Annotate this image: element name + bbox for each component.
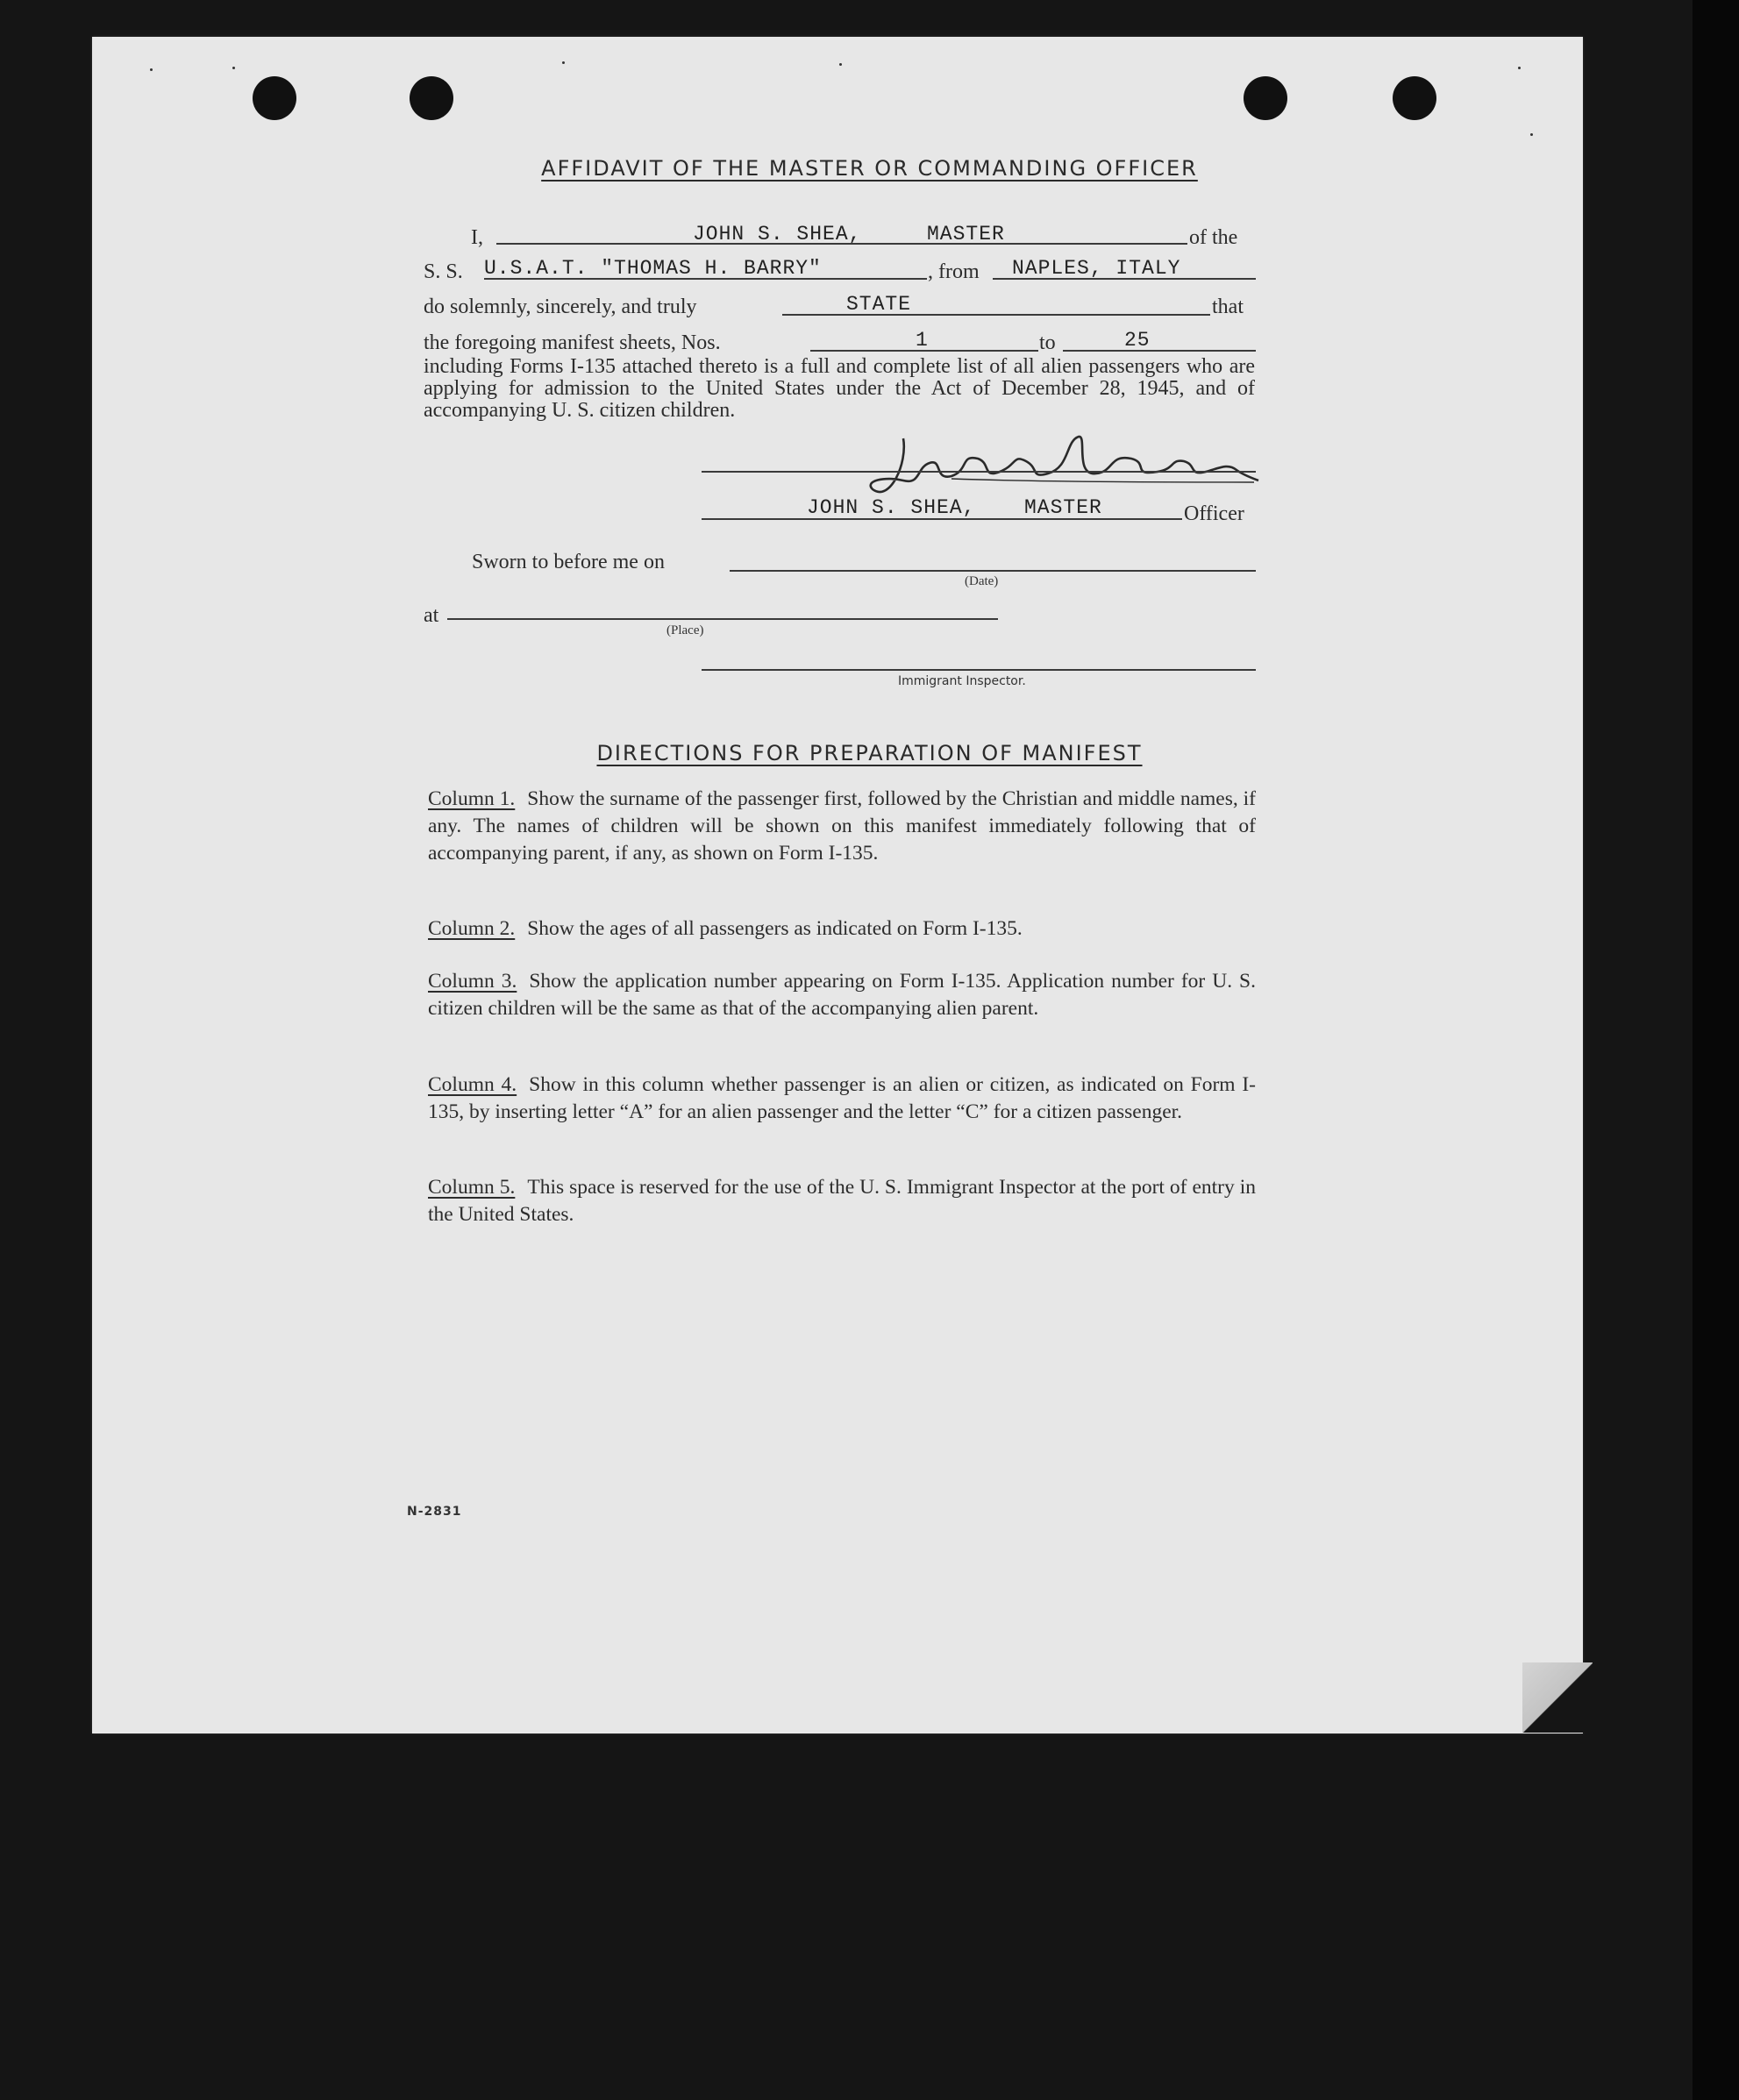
sheet-from: 1 <box>916 329 929 352</box>
column-3-label: Column 3. <box>428 970 517 993</box>
dust-speck <box>1518 67 1521 69</box>
dust-speck <box>232 67 235 69</box>
officer-label: Officer <box>1184 502 1244 525</box>
date-caption: (Date) <box>965 574 999 588</box>
signature-title: MASTER <box>1024 496 1102 519</box>
scan-background-strip <box>1693 0 1739 2100</box>
place-caption: (Place) <box>666 623 704 637</box>
column-3-text: Show the application number appearing on Form I-135. Application number for U. S. citizen children will be the same as that of the accompanying alien parent. <box>428 970 1257 1020</box>
affidavit-body: including Forms I-135 attached thereto is a full and complete list of all alien passengers who are applying for admission to the United States under the Act of December 28, 1945, and of accompanying U. S. citizen children. <box>424 355 1255 422</box>
dust-speck <box>1530 133 1533 136</box>
sworn-label: Sworn to before me on <box>472 551 665 573</box>
direction-column-1 <box>428 786 1256 867</box>
ship-prefix: S. S. <box>424 260 463 283</box>
inspector-caption: Immigrant Inspector. <box>898 674 1026 688</box>
punch-hole <box>1244 76 1287 120</box>
solemnly-text: do solemnly, sincerely, and truly <box>424 295 697 318</box>
punch-hole <box>1393 76 1436 120</box>
punch-hole <box>410 76 453 120</box>
signature-line <box>702 471 1256 473</box>
sheet-to: 25 <box>1124 329 1151 352</box>
column-2-text: Show the ages of all passengers as indicated on Form I-135. <box>527 917 1023 940</box>
manifest-prefix: the foregoing manifest sheets, Nos. <box>424 331 721 354</box>
inspector-line <box>702 669 1256 671</box>
direction-column-3 <box>428 968 1256 1022</box>
column-1-label: Column 1. <box>428 787 516 810</box>
from-port: NAPLES, ITALY <box>1012 257 1181 280</box>
column-5-label: Column 5. <box>428 1176 516 1199</box>
solemnly-value: STATE <box>846 293 912 316</box>
master-name: JOHN S. SHEA, <box>693 223 862 246</box>
directions-title: DIRECTIONS FOR PREPARATION OF MANIFEST <box>596 741 1143 765</box>
column-4-text: Show in this column whether passenger is an alien or citizen, as indicated on Form I-135, by inserting letter “A” for an alien passenger and the letter “C” for a citizen passenger. <box>428 1073 1256 1123</box>
line1-suffix: of the <box>1189 226 1238 249</box>
direction-column-5 <box>428 1174 1256 1228</box>
from-label: , from <box>928 260 980 283</box>
dust-speck <box>839 63 842 66</box>
sheet-to-underline <box>1063 350 1256 352</box>
sworn-date-line <box>730 570 1256 572</box>
line1-prefix: I, <box>471 226 483 249</box>
punch-hole <box>253 76 296 120</box>
column-1-text: Show the surname of the passenger first, followed by the Christian and middle names, if any. The names of children will be shown on this manifest immediately following that of accompanying parent, if any, as shown on Form I-135. <box>428 787 1257 865</box>
form-code: N-2831 <box>407 1505 462 1519</box>
column-2-label: Column 2. <box>428 917 516 940</box>
affidavit-title: AFFIDAVIT OF THE MASTER OR COMMANDING OFFICER <box>541 156 1198 181</box>
dust-speck <box>150 68 153 71</box>
master-title: MASTER <box>927 223 1005 246</box>
at-label: at <box>424 604 439 627</box>
direction-column-2 <box>428 915 1256 943</box>
column-4-label: Column 4. <box>428 1073 517 1096</box>
direction-column-4 <box>428 1071 1256 1126</box>
ship-name: U.S.A.T. "THOMAS H. BARRY" <box>484 257 822 280</box>
column-5-text: This space is reserved for the use of the U. S. Immigrant Inspector at the port of entry in the United States. <box>428 1176 1256 1226</box>
that-label: that <box>1212 295 1244 318</box>
document-page <box>92 37 1583 1733</box>
dust-speck <box>562 61 565 64</box>
folded-corner <box>1522 1662 1593 1733</box>
signature-name: JOHN S. SHEA, <box>807 496 976 519</box>
to-label: to <box>1039 331 1056 354</box>
place-line <box>447 618 998 620</box>
